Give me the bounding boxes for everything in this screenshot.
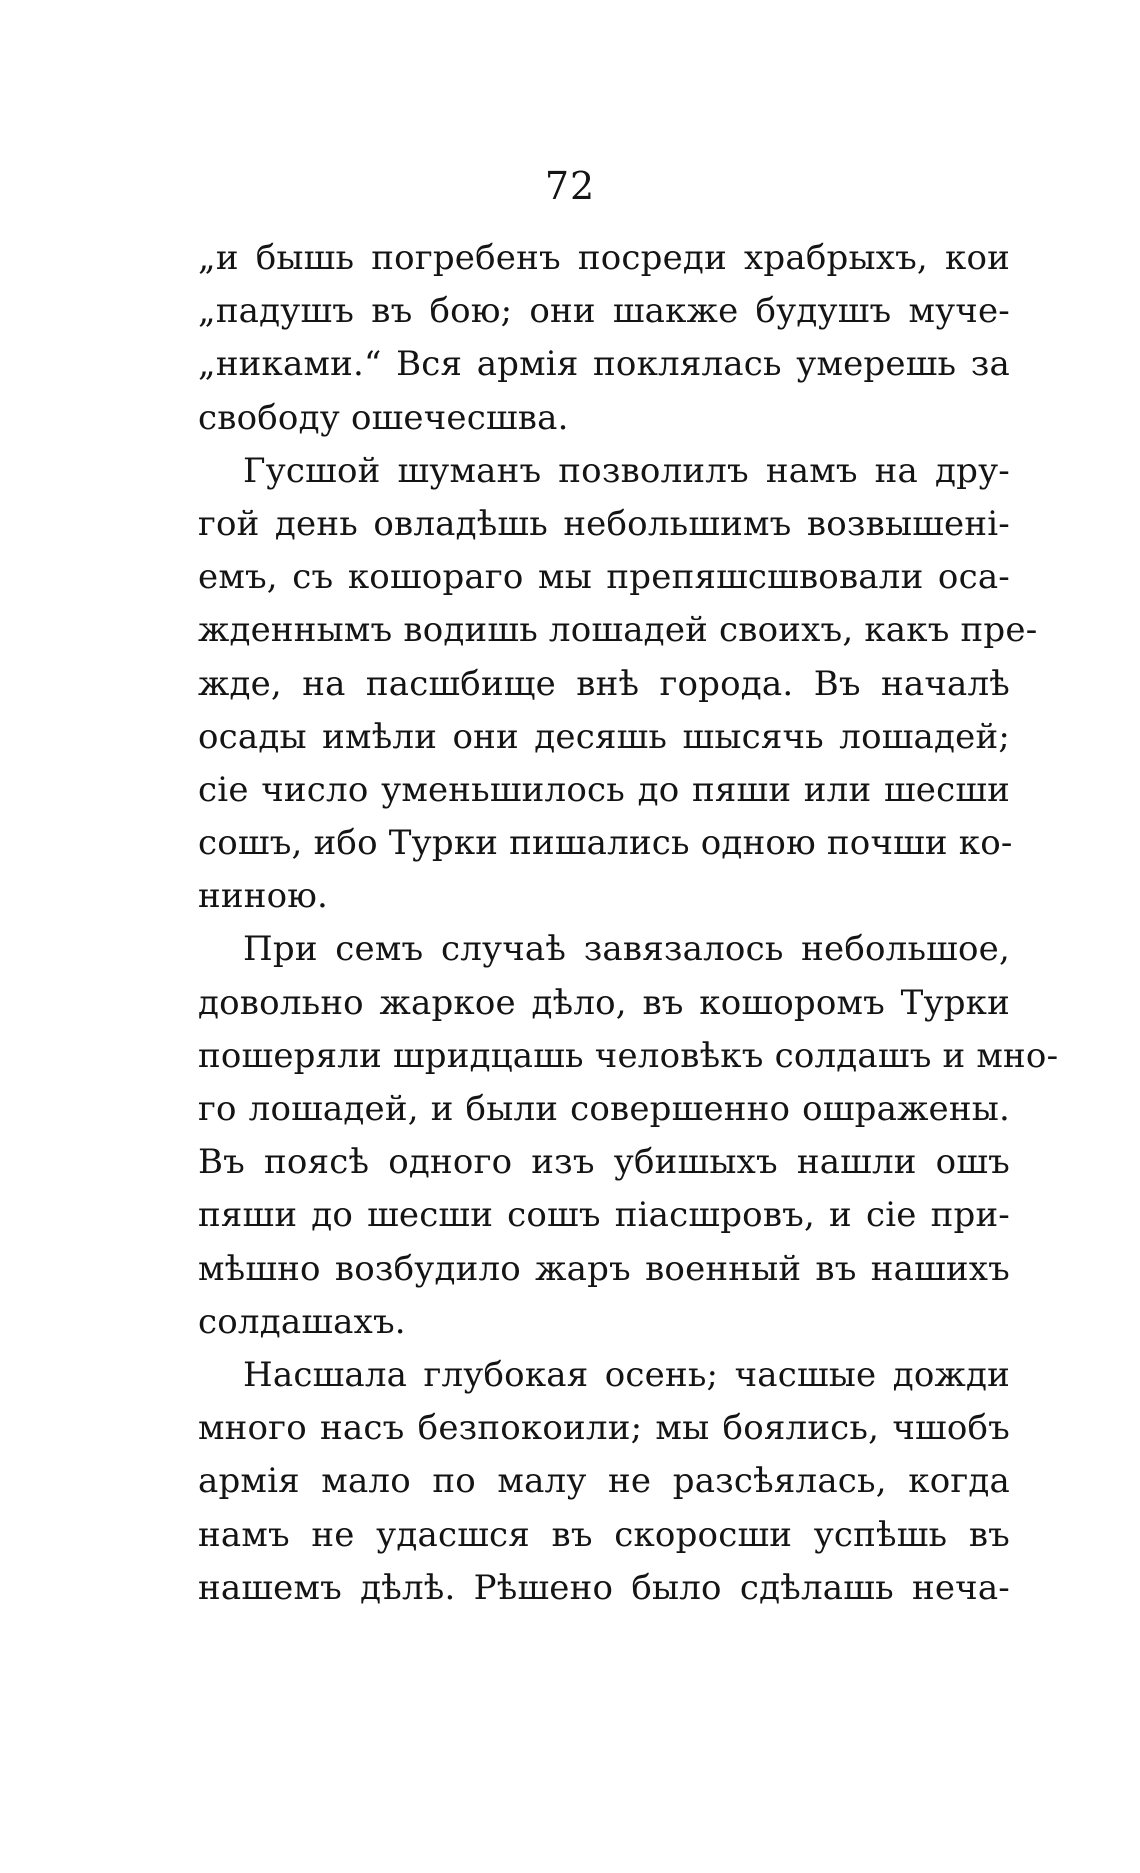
text-line: Гусшой шуманъ позволилъ намъ на дру- <box>243 450 1010 491</box>
text-line: „и бышь погребенъ посреди храбрыхъ, кои <box>198 238 1010 278</box>
text-line: Въ поясѣ одного изъ убишыхъ нашли ошъ <box>198 1142 1010 1183</box>
text-line: Насшала глубокая осень; часшые дожди <box>243 1354 1010 1395</box>
text-line: сошъ, ибо Турки пишались одною почши ко- <box>198 823 1013 864</box>
text-line: довольно жаркое дѣло, въ кошоромъ Турки <box>198 982 1010 1023</box>
text-line: сіе число уменьшилось до пяши или шесши <box>198 769 1010 810</box>
text-line: много насъ безпокоили; мы боялись, чшобъ <box>198 1408 1010 1449</box>
text-line: пошеряли шридцашь человѣкъ солдашъ и мно- <box>198 1035 1059 1076</box>
text-line: „падушъ въ бою; они шакже будушъ муче- <box>198 291 1010 332</box>
page-text <box>198 232 1059 1615</box>
text-line: жде, на пасшбище внѣ города. Въ началѣ <box>198 663 1010 704</box>
text-line: свободу ошечесшва. <box>198 397 569 438</box>
text-line: „никами.“ Вся армія поклялась умерешь за <box>198 344 1010 385</box>
page-number: 72 <box>544 164 596 208</box>
text-line: ниною. <box>198 876 329 917</box>
text-line: жденнымъ водишь лошадей своихъ, какъ пре- <box>198 610 1038 651</box>
text-line: пяши до шесши сошъ піасшровъ, и сіе при- <box>198 1195 1010 1236</box>
text-line: мѣшно возбудило жаръ военный въ нашихъ <box>198 1248 1010 1289</box>
text-line: намъ не удасшся въ скоросши успѣшь въ <box>198 1514 1010 1555</box>
text-line: осады имѣли они десяшь шысячь лошадей; <box>198 716 1010 757</box>
paragraph-3 <box>198 923 1059 1349</box>
paragraph-1 <box>198 232 1010 445</box>
text-line: нашемъ дѣлѣ. Рѣшено было сдѣлашь неча- <box>198 1567 1010 1608</box>
text-line: емъ, съ кошораго мы препяшсшвовали оса- <box>198 557 1010 598</box>
text-line: гой день овладѣшь небольшимъ возвышені- <box>198 503 1010 544</box>
text-line: армія мало по малу не разсѣялась, когда <box>198 1461 1010 1502</box>
text-line: солдашахъ. <box>198 1301 406 1342</box>
text-line: При семъ случаѣ завязалось небольшое, <box>243 929 1010 970</box>
paragraph-4 <box>198 1349 1010 1615</box>
paragraph-2 <box>198 445 1038 924</box>
text-line: го лошадей, и были совершенно ошражены. <box>198 1089 1010 1129</box>
